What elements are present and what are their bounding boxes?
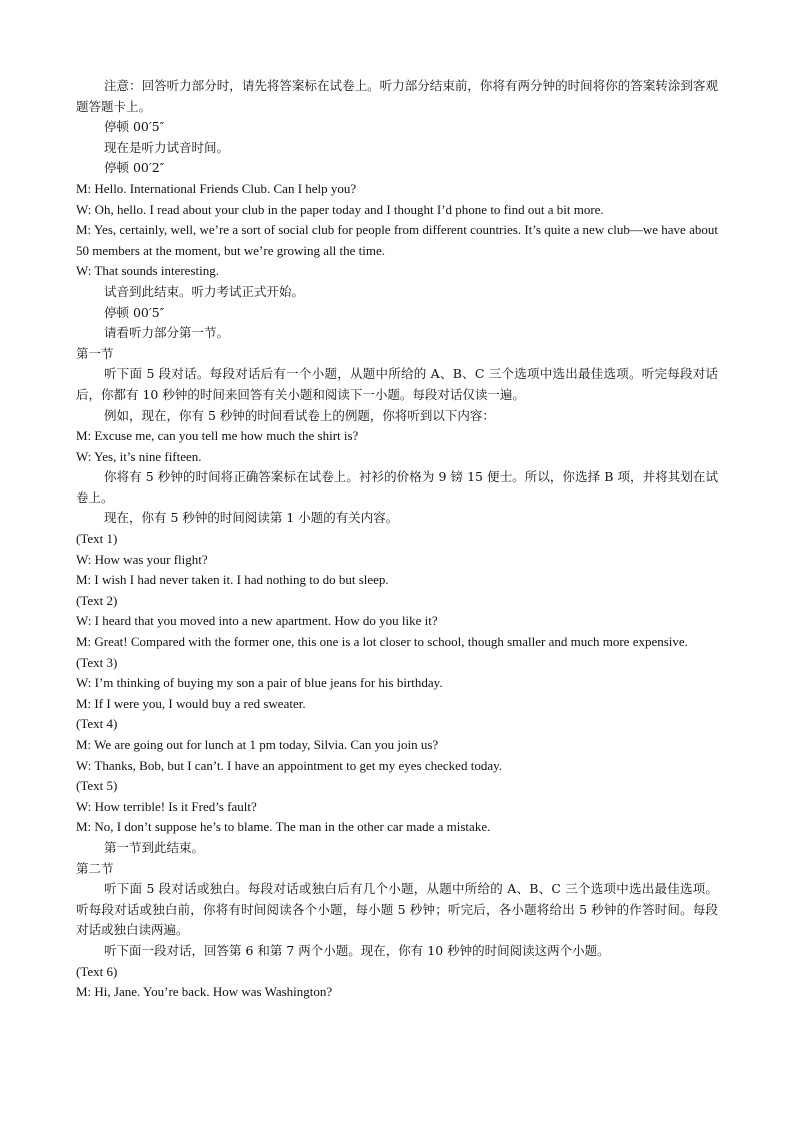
dialogue-line: M: Hi, Jane. You’re back. How was Washington?: [76, 984, 333, 1000]
dialogue-line: M: If I were you, I would buy a red sweater.: [76, 695, 306, 711]
dialogue-line: W: I heard that you moved into a new apartment. How do you like it?: [76, 613, 438, 629]
dialogue-line: M: Yes, certainly, well, we’re a sort of social club for people from different countries. It’s quite a new club—we have about 50 members at the moment, but we’re growing all the time.: [76, 222, 718, 258]
sound-test-end-notice: 试音到此结束。听力考试正式开始。: [104, 283, 305, 299]
section-end-notice: 第一节到此结束。: [104, 839, 205, 855]
dialogue-line: M: Excuse me, can you tell me how much the shirt is?: [76, 428, 359, 444]
example-explanation: 你将有 5 秒钟的时间将正确答案标在试卷上。衬衫的价格为 9 镑 15 便士。所以，你选择 B 项，并将其划在试卷上。: [76, 469, 718, 505]
pause-marker: 停顿 00′5″: [104, 119, 165, 135]
section-directions: 听下面 5 段对话。每段对话后有一个小题，从题中所给的 A、B、C 三个选项中选出最佳选项。听完每段对话后，你都有 10 秒钟的时间来回答有关小题和阅读下一小题。每段对话仅读一遍。: [76, 366, 718, 402]
dialogue-line: M: Great! Compared with the former one, this one is a lot closer to school, though smaller and much more expensive.: [76, 634, 688, 650]
dialogue-line: W: Thanks, Bob, but I can’t. I have an appointment to get my eyes checked today.: [76, 757, 502, 773]
pause-marker: 停顿 00′2″: [104, 160, 165, 176]
text-label: (Text 6): [76, 963, 118, 979]
reading-time-notice: 现在，你有 5 秒钟的时间阅读第 1 小题的有关内容。: [104, 510, 399, 526]
text-label: (Text 1): [76, 531, 118, 547]
section-heading: 第二节: [76, 860, 114, 876]
question-intro: 听下面一段对话，回答第 6 和第 7 两个小题。现在，你有 10 秒钟的时间阅读这两个小题。: [104, 942, 610, 958]
section-heading: 第一节: [76, 345, 114, 361]
text-label: (Text 3): [76, 654, 118, 670]
dialogue-line: W: I’m thinking of buying my son a pair of blue jeans for his birthday.: [76, 675, 443, 691]
dialogue-line: W: Yes, it’s nine fifteen.: [76, 448, 202, 464]
text-label: (Text 2): [76, 592, 118, 608]
text-label: (Text 4): [76, 716, 118, 732]
dialogue-line: M: No, I don’t suppose he’s to blame. The man in the other car made a mistake.: [76, 819, 491, 835]
example-intro: 例如，现在，你有 5 秒钟的时间看试卷上的例题，你将听到以下内容：: [104, 407, 495, 423]
text-label: (Text 5): [76, 778, 118, 794]
dialogue-line: W: How was your flight?: [76, 551, 208, 567]
dialogue-line: W: Oh, hello. I read about your club in the paper today and I thought I’d phone to find out a bit more.: [76, 201, 604, 217]
document-page: [76, 76, 718, 1003]
section-instruction: 请看听力部分第一节。: [104, 325, 230, 341]
sound-test-notice: 现在是听力试音时间。: [104, 139, 230, 155]
instruction-note: 注意：回答听力部分时，请先将答案标在试卷上。听力部分结束前，你将有两分钟的时间将你的答案转涂到客观题答题卡上。: [76, 78, 718, 114]
pause-marker: 停顿 00′5″: [104, 304, 165, 320]
dialogue-line: M: I wish I had never taken it. I had nothing to do but sleep.: [76, 572, 389, 588]
dialogue-line: W: That sounds interesting.: [76, 263, 219, 279]
section-directions: 听下面 5 段对话或独白。每段对话或独白后有几个小题，从题中所给的 A、B、C 三个选项中选出最佳选项。听每段对话或独白前，你将有时间阅读各个小题，每小题 5 秒钟；听完后，各小题将给出 5 秒钟的作答时间。每段对话或独白读两遍。: [76, 881, 718, 938]
dialogue-line: M: Hello. International Friends Club. Can I help you?: [76, 180, 357, 196]
dialogue-line: M: We are going out for lunch at 1 pm today, Silvia. Can you join us?: [76, 737, 439, 752]
dialogue-line: W: How terrible! Is it Fred’s fault?: [76, 798, 257, 814]
